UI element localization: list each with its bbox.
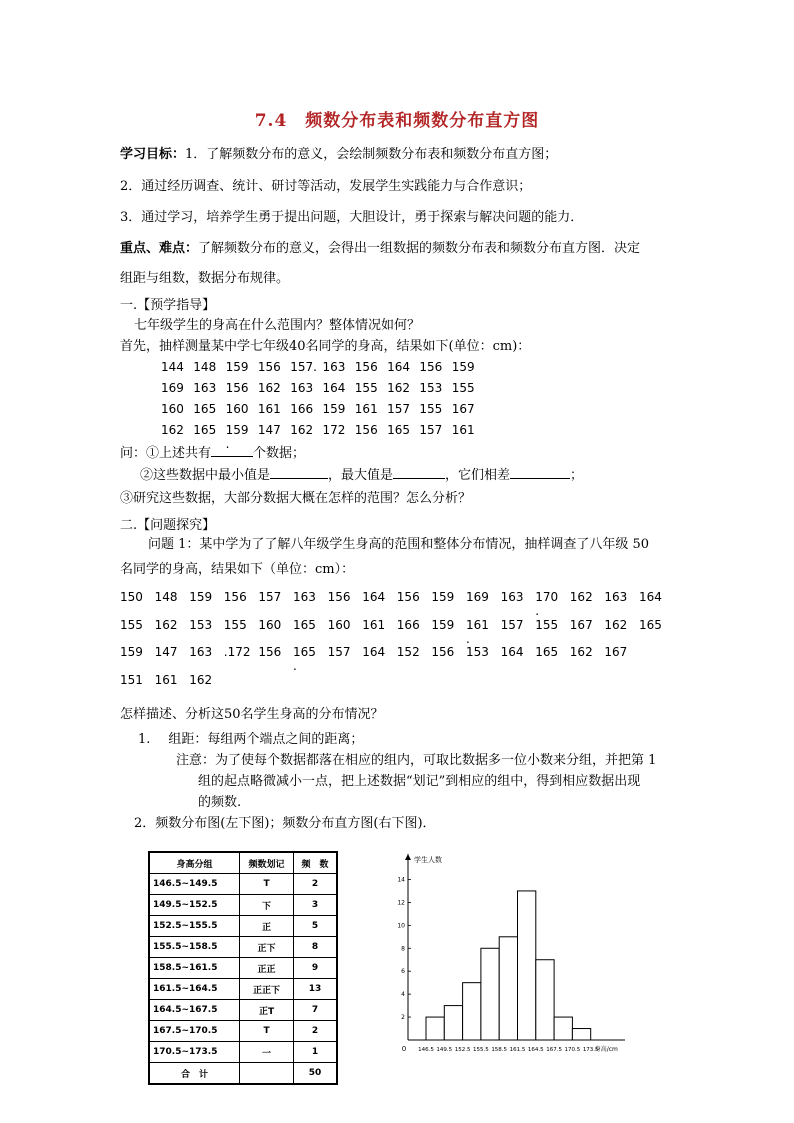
data-value: 163	[604, 590, 628, 604]
data-value: 172	[322, 423, 346, 437]
data-value: 157	[419, 423, 443, 437]
data-value: 165	[387, 423, 410, 437]
data-value: 162	[161, 423, 184, 437]
data-value: 165	[535, 645, 559, 659]
section1-intro: 首先，抽样测量某中学七年级40名同学的身高，结果如下(单位：cm)：	[120, 339, 531, 354]
x-axis-label: 身高/cm	[594, 1046, 618, 1053]
frequency-table	[148, 851, 338, 1085]
answer-blank[interactable]	[393, 465, 445, 479]
table-row	[149, 895, 337, 916]
data-value: 165	[193, 423, 217, 437]
table-cell: 正正	[240, 958, 294, 979]
data-value: 157	[258, 590, 282, 604]
data-value: 163	[500, 590, 524, 604]
data-value: 169	[466, 590, 489, 604]
data-value: 164	[362, 645, 386, 659]
data-value: 160	[327, 617, 351, 632]
data-value: 161	[257, 402, 281, 416]
data-value: 163	[322, 360, 346, 374]
table-cell: 2	[294, 1021, 337, 1042]
data-value: 162	[569, 590, 593, 604]
data-value: 156	[354, 360, 378, 374]
table-row	[149, 1000, 337, 1021]
objective-3: 3．通过学习，培养学生勇于提出问题，大胆设计，勇于探索与解决问题的能力．	[120, 210, 584, 225]
data-value: 165	[639, 617, 662, 632]
table-cell: 146.5~149.5	[149, 874, 240, 895]
data-value: 165	[293, 617, 316, 632]
step-1-text: 组距：每组两个端点之间的距离；	[168, 732, 364, 747]
table-cell: 正正下	[240, 979, 294, 1000]
table-cell: T	[240, 1021, 294, 1042]
data-value: 165 .	[293, 645, 316, 673]
note-line2: 组的起点略微减小一点，把上述数据“划记”到相应的组中，得到相应数据出现	[198, 774, 641, 789]
x-tick-label: 158.5	[491, 1047, 508, 1053]
data-value: 161	[354, 402, 378, 416]
analysis-question: 怎样描述、分析这50名学生身高的分布情况？	[120, 707, 384, 722]
note-line1: 注意：为了使每个数据都落在相应的组内，可取比数据多一位小数来分组，并把第 1	[176, 753, 657, 768]
data-value: 153	[419, 381, 443, 395]
table-cell	[240, 1063, 294, 1085]
data-value: 155	[419, 402, 443, 416]
question-2-mid2: ，它们相差	[445, 468, 511, 483]
data-value: 156	[354, 423, 378, 437]
data-value: 162	[569, 645, 593, 659]
data-value: 157.	[290, 360, 317, 374]
table-cell: 164.5~167.5	[149, 1000, 240, 1021]
table-cell: 50	[294, 1063, 337, 1085]
data-value: 167	[451, 402, 475, 416]
table-cell: 2	[294, 874, 337, 895]
table-row	[149, 1021, 337, 1042]
table-cell: 155.5~158.5	[149, 937, 240, 958]
y-tick-label: 2	[401, 1014, 405, 1022]
table-cell: 一	[240, 1042, 294, 1063]
data-value: 150	[120, 590, 143, 604]
table-row	[149, 979, 337, 1000]
key-points-label: 重点、难点：	[120, 241, 199, 256]
table-cell: 167.5~170.5	[149, 1021, 240, 1042]
question-2-post: ；	[570, 468, 584, 483]
data-value: 163	[189, 645, 213, 659]
objectives-label: 学习目标：	[120, 147, 186, 162]
data-value: 162	[604, 617, 628, 632]
question-3: ③研究这些数据，大部分数据大概在怎样的范围？怎么分析？	[120, 491, 472, 506]
data-value: 163	[193, 381, 217, 395]
section2-heading: 二.【问题探究】	[120, 518, 216, 533]
note-line3: 的频数.	[198, 795, 242, 810]
table-row	[149, 1042, 337, 1063]
problem-line1: 问题 1：某中学为了了解八年级学生身高的范围和整体分布情况，抽样调查了八年级 50	[148, 537, 650, 552]
answer-blank[interactable]	[270, 465, 328, 479]
y-tick-label: 12	[397, 899, 405, 907]
data-value: 159	[189, 590, 213, 604]
origin-label: 0	[401, 1045, 407, 1053]
table-row	[149, 958, 337, 979]
data-value: 165	[193, 402, 217, 416]
answer-blank[interactable]	[510, 465, 570, 479]
y-tick-label: 10	[397, 922, 405, 930]
histogram-bar	[426, 1017, 444, 1040]
data-value: 162	[189, 672, 213, 687]
table-cell: 合 计	[149, 1063, 240, 1085]
data-value: 161	[154, 672, 178, 687]
data-value: 156	[225, 381, 249, 395]
answer-blank[interactable]	[211, 443, 253, 457]
data-value: 156	[223, 590, 247, 604]
table-cell: 9	[294, 958, 337, 979]
data-value: 159	[431, 590, 455, 604]
table-cell: 5	[294, 916, 337, 937]
section1-heading: 一.【预学指导】	[120, 298, 216, 313]
data-value: 159	[120, 645, 143, 659]
problem-line2: 名同学的身高，结果如下（单位：cm）：	[120, 562, 355, 577]
key-points-text: 了解频数分布的意义，会得出一组数据的频数分布表和频数分布直方图．决定	[198, 241, 641, 256]
histogram-bar	[536, 960, 554, 1040]
objective-2: 2．通过经历调查、统计、研讨等活动，发展学生实践能力与合作意识；	[120, 179, 532, 194]
x-tick-label: 155.5	[473, 1047, 489, 1053]
data-value: 163	[293, 590, 316, 604]
data-value: 156	[257, 360, 281, 374]
histogram-bar	[463, 983, 481, 1040]
data-value: 155	[354, 381, 378, 395]
data-value: 160	[225, 402, 249, 416]
data-value: 148	[154, 590, 178, 604]
data-value: 159	[431, 617, 455, 632]
data-value: 163	[290, 381, 314, 395]
data-value: 155	[223, 617, 247, 632]
page-title: 7.4 频数分布表和频数分布直方图	[254, 111, 540, 131]
question-1-post: 个数据；	[253, 446, 306, 461]
data-value: 159	[225, 360, 249, 374]
data-value: 159 .	[225, 423, 249, 451]
table-cell: 正	[240, 916, 294, 937]
objective-1-text: 1．了解频数分布的意义，会绘制频数分布表和频数分布直方图；	[185, 147, 558, 162]
data-value: 169	[161, 381, 184, 395]
histogram-bar	[554, 1017, 572, 1040]
section1-question: 七年级学生的身高在什么范围内？整体情况如何？	[134, 318, 421, 333]
data-value: 170 .	[535, 590, 559, 618]
data-value: 160	[258, 617, 282, 632]
data-value: 153	[466, 645, 489, 659]
key-points-line1	[120, 240, 640, 258]
histogram-bar	[444, 1006, 462, 1040]
step-1-number: 1.	[138, 732, 151, 747]
y-axis-arrow	[405, 854, 411, 860]
data-value: 156	[258, 645, 282, 659]
data-value: 144	[161, 360, 184, 374]
data-value: 166	[290, 402, 314, 416]
x-tick-label: 152.5	[454, 1047, 471, 1053]
histogram-bar	[499, 937, 517, 1040]
table-cell: 7	[294, 1000, 337, 1021]
table-cell: 3	[294, 895, 337, 916]
data-value: 147	[257, 423, 281, 437]
data-value: 159	[451, 360, 475, 374]
data-value: 166	[396, 617, 420, 632]
data-value: 162	[290, 423, 314, 437]
objective-1	[120, 146, 557, 164]
table-cell: 下	[240, 895, 294, 916]
data-value: 162	[387, 381, 410, 395]
x-tick-label: 149.5	[436, 1047, 453, 1053]
data-value: 147	[154, 645, 178, 659]
table-cell: 161.5~164.5	[149, 979, 240, 1000]
y-tick-label: 6	[401, 968, 405, 976]
question-2	[140, 465, 583, 485]
data-value: 162	[154, 617, 178, 632]
data-value: 148	[193, 360, 217, 374]
data-value: 164	[362, 590, 386, 604]
x-tick-label: 161.5	[509, 1047, 526, 1053]
key-points-line2: 组距与组数，数据分布规律。	[120, 271, 290, 286]
table-total-row	[149, 1063, 337, 1085]
table-cell: 158.5~161.5	[149, 958, 240, 979]
step-2: 2．频数分布图(左下图)；频数分布直方图(右下图)．	[134, 816, 436, 831]
table-cell: 170.5~173.5	[149, 1042, 240, 1063]
data-value: 160	[161, 402, 184, 416]
x-tick-label: 170.5	[564, 1047, 581, 1053]
data-value: .172	[223, 645, 251, 659]
x-tick-label: 164.5	[527, 1047, 544, 1053]
data-value: 162	[257, 381, 281, 395]
table-row	[149, 916, 337, 937]
data-value: 152	[396, 645, 420, 659]
histogram-bar	[572, 1029, 590, 1040]
table-cell: 正T	[240, 1000, 294, 1021]
data-value: 155	[451, 381, 475, 395]
table-cell: 13	[294, 979, 337, 1000]
data-value: 155	[120, 617, 143, 632]
data-value: 161 .	[466, 617, 489, 646]
x-tick-label: 146.5	[418, 1047, 434, 1053]
data-value: 167	[569, 617, 593, 632]
table-header: 频 数	[294, 852, 337, 874]
table-cell: 8	[294, 937, 337, 958]
data-value: 156	[431, 645, 455, 659]
table-header-row	[149, 852, 337, 874]
data-value: 156	[419, 360, 443, 374]
question-1-pre: 问：①上述共有	[120, 446, 212, 461]
table-cell: 正下	[240, 937, 294, 958]
data-value: 156	[327, 590, 351, 604]
x-tick-label: 167.5	[546, 1047, 562, 1053]
question-2-mid1: ，最大值是	[328, 468, 394, 483]
step-1	[138, 731, 363, 749]
table-cell: T	[240, 874, 294, 895]
table-cell: 152.5~155.5	[149, 916, 240, 937]
data-value: 164	[500, 645, 524, 659]
data-value: 157	[500, 617, 524, 632]
table-header: 身高分组	[149, 852, 240, 874]
question-1	[120, 443, 305, 463]
data-value: 161	[451, 423, 475, 437]
data-value: 151	[120, 672, 143, 687]
histogram-chart	[390, 840, 650, 1060]
data-value: 164	[322, 381, 346, 395]
data-value: 161	[362, 617, 386, 632]
y-tick-label: 14	[397, 876, 405, 884]
table-row	[149, 937, 337, 958]
data-value: 155	[535, 617, 559, 632]
question-2-pre: ②这些数据中最小值是	[140, 468, 271, 483]
data-value: 164	[639, 590, 662, 604]
table-cell: 1	[294, 1042, 337, 1063]
y-tick-label: 4	[401, 991, 405, 999]
y-tick-label: 8	[401, 945, 405, 953]
data-value: 153	[189, 617, 213, 632]
data-value: 156	[396, 590, 420, 604]
y-axis-label: 学生人数	[414, 856, 442, 864]
histogram-bar	[518, 891, 536, 1040]
data-value: 164	[387, 360, 410, 374]
data-value: 159	[322, 402, 346, 416]
data-value: 157	[327, 645, 351, 659]
data-value: 167	[604, 645, 628, 659]
table-header: 频数划记	[240, 852, 294, 874]
table-row	[149, 874, 337, 895]
table-cell: 149.5~152.5	[149, 895, 240, 916]
histogram-bar	[481, 948, 499, 1040]
x-tick-label: 173.5	[582, 1047, 599, 1053]
data-value: 157	[387, 402, 410, 416]
